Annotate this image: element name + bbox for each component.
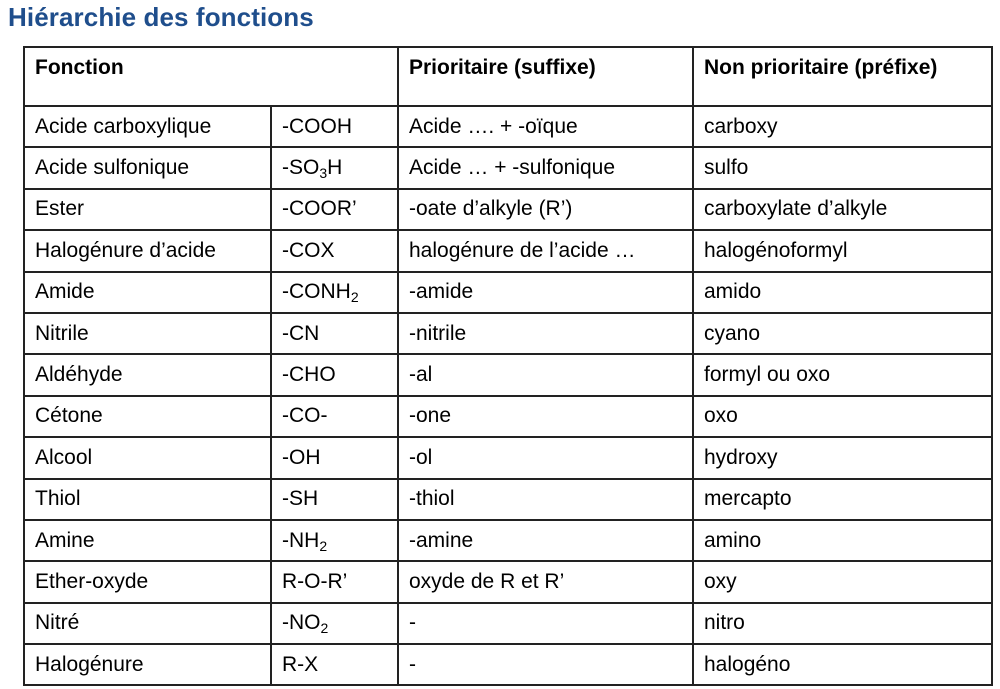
table-row — [24, 644, 992, 685]
prefix-cell: halogéno — [693, 644, 992, 685]
function-name-cell: Halogénure d’acide — [24, 230, 271, 271]
header-prioritaire: Prioritaire (suffixe) — [398, 47, 693, 106]
suffix-cell: -oate d’alkyle (R’) — [398, 189, 693, 230]
function-name-cell: Ester — [24, 189, 271, 230]
function-name-cell: Thiol — [24, 479, 271, 520]
formula-tail: H — [327, 156, 343, 180]
table-row — [24, 147, 992, 188]
suffix-cell: -al — [398, 354, 693, 395]
formula-base: -COOR’ — [282, 197, 357, 221]
function-name-cell: Aldéhyde — [24, 354, 271, 395]
prefix-cell: oxo — [693, 396, 992, 437]
suffix-cell: Acide …. + -oïque — [398, 106, 693, 147]
formula-subscript: 2 — [320, 620, 329, 637]
formula-cell — [271, 189, 398, 230]
formula-base: -COX — [282, 238, 335, 262]
prefix-cell: carboxy — [693, 106, 992, 147]
suffix-cell: oxyde de R et R’ — [398, 561, 693, 602]
prefix-cell: oxy — [693, 561, 992, 602]
table-row — [24, 437, 992, 478]
table-header-row — [24, 47, 992, 106]
table-row — [24, 313, 992, 354]
formula-cell — [271, 396, 398, 437]
function-name-cell: Amine — [24, 520, 271, 561]
table-row — [24, 272, 992, 313]
prefix-cell: nitro — [693, 603, 992, 644]
table-row — [24, 561, 992, 602]
function-name-cell: Alcool — [24, 437, 271, 478]
table-row — [24, 479, 992, 520]
function-name-cell: Ether-oxyde — [24, 561, 271, 602]
formula-cell — [271, 561, 398, 602]
formula-base: R-O-R’ — [282, 569, 348, 593]
table-row — [24, 396, 992, 437]
suffix-cell: -thiol — [398, 479, 693, 520]
prefix-cell: amido — [693, 272, 992, 313]
formula-base: -CO- — [282, 404, 328, 428]
function-name-cell: Halogénure — [24, 644, 271, 685]
table-row — [24, 189, 992, 230]
formula-base: -NO — [282, 611, 321, 635]
function-name-cell: Acide carboxylique — [24, 106, 271, 147]
formula-cell — [271, 147, 398, 188]
function-name-cell: Amide — [24, 272, 271, 313]
prefix-cell: mercapto — [693, 479, 992, 520]
suffix-cell: -ol — [398, 437, 693, 478]
formula-base: -SO — [282, 156, 320, 180]
formula-cell — [271, 106, 398, 147]
prefix-cell: cyano — [693, 313, 992, 354]
formula-cell — [271, 272, 398, 313]
formula-base: -OH — [282, 445, 321, 469]
prefix-cell: halogénoformyl — [693, 230, 992, 271]
formula-subscript: 3 — [319, 165, 328, 182]
formula-base: -CHO — [282, 363, 336, 387]
table-row — [24, 106, 992, 147]
formula-cell — [271, 520, 398, 561]
formula-base: -COOH — [282, 114, 352, 138]
table-row — [24, 230, 992, 271]
formula-cell — [271, 354, 398, 395]
header-fonction: Fonction — [24, 47, 398, 106]
formula-base: R-X — [282, 652, 319, 676]
formula-cell — [271, 644, 398, 685]
functions-hierarchy-table — [23, 46, 993, 686]
suffix-cell: - — [398, 644, 693, 685]
function-name-cell: Nitrile — [24, 313, 271, 354]
formula-base: -NH — [282, 528, 320, 552]
formula-cell — [271, 313, 398, 354]
formula-base: -CONH — [282, 280, 351, 304]
formula-base: -CN — [282, 321, 320, 345]
suffix-cell: -one — [398, 396, 693, 437]
table-row — [24, 603, 992, 644]
prefix-cell: formyl ou oxo — [693, 354, 992, 395]
formula-cell — [271, 479, 398, 520]
header-non-prioritaire: Non prioritaire (préfixe) — [693, 47, 992, 106]
prefix-cell: sulfo — [693, 147, 992, 188]
function-name-cell: Acide sulfonique — [24, 147, 271, 188]
prefix-cell: carboxylate d’alkyle — [693, 189, 992, 230]
formula-cell — [271, 437, 398, 478]
suffix-cell: - — [398, 603, 693, 644]
formula-subscript: 2 — [350, 289, 359, 306]
function-name-cell: Nitré — [24, 603, 271, 644]
prefix-cell: hydroxy — [693, 437, 992, 478]
suffix-cell: Acide … + -sulfonique — [398, 147, 693, 188]
prefix-cell: amino — [693, 520, 992, 561]
suffix-cell: -amide — [398, 272, 693, 313]
formula-subscript: 2 — [319, 537, 328, 554]
page-title: Hiérarchie des fonctions — [8, 2, 314, 32]
suffix-cell: -amine — [398, 520, 693, 561]
formula-cell — [271, 603, 398, 644]
suffix-cell: halogénure de l’acide … — [398, 230, 693, 271]
function-name-cell: Cétone — [24, 396, 271, 437]
table-row — [24, 354, 992, 395]
formula-base: -SH — [282, 487, 319, 511]
table-row — [24, 520, 992, 561]
suffix-cell: -nitrile — [398, 313, 693, 354]
formula-cell — [271, 230, 398, 271]
